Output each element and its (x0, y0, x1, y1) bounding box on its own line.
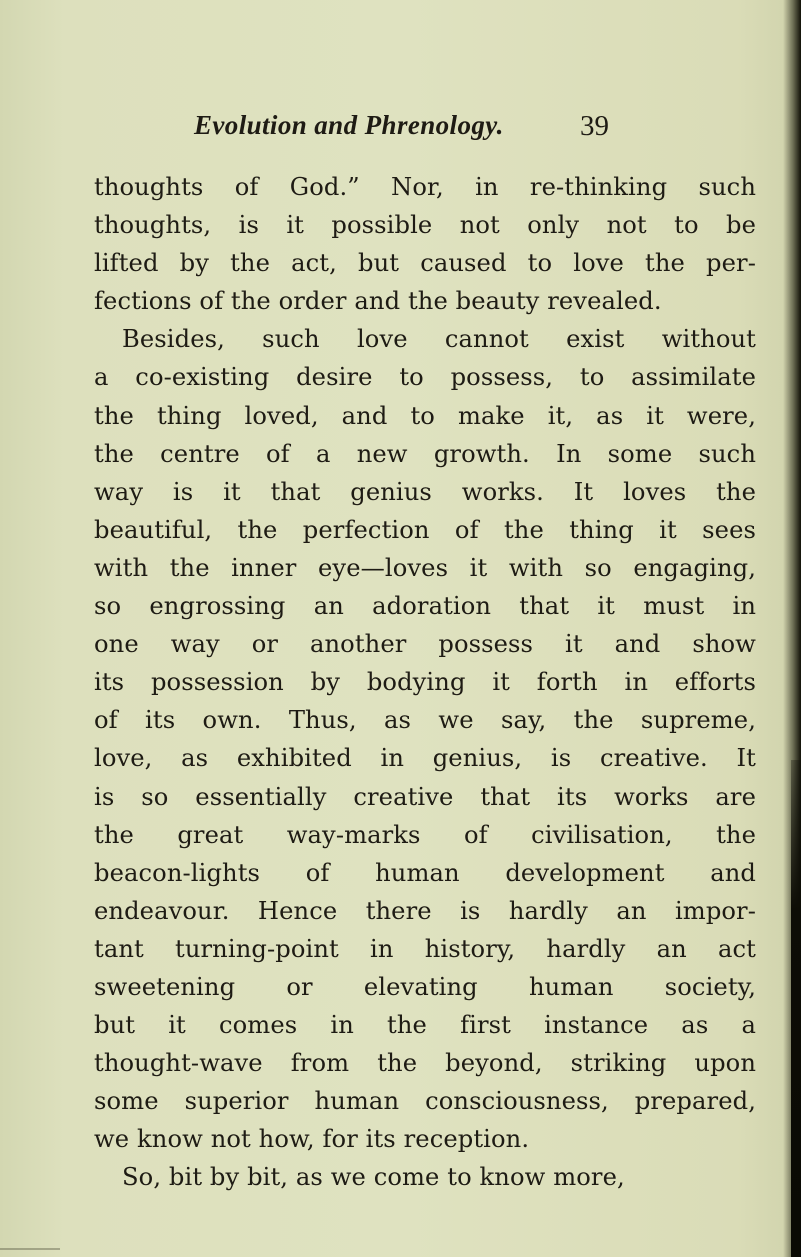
page-edge-line (0, 1248, 60, 1250)
page-number: 39 (580, 110, 609, 142)
body-text (94, 168, 756, 1197)
text-line: beacon-lights of human development and (94, 858, 756, 887)
text-line: is so essentially creative that its works are (94, 782, 756, 811)
text-line: the thing loved, and to make it, as it were, (94, 401, 756, 430)
text-line: endeavour. Hence there is hardly an impor- (94, 896, 756, 925)
text-line: Besides, such love cannot exist without (122, 325, 756, 354)
text-line: some superior human consciousness, prepared, (94, 1087, 756, 1116)
text-line: So, bit by bit, as we come to know more, (122, 1163, 625, 1192)
text-line: love, as exhibited in genius, is creative. It (94, 744, 756, 773)
text-line: we know not how, for its reception. (94, 1125, 530, 1154)
text-line: way is it that genius works. It loves the (94, 477, 756, 506)
text-line: a co-existing desire to possess, to assimilate (94, 363, 756, 392)
running-title: Evolution and Phrenology. (194, 110, 504, 140)
text-line: the great way-marks of civilisation, the (94, 820, 756, 849)
text-line: so engrossing an adoration that it must in (94, 592, 756, 621)
text-line: thoughts of God.” Nor, in re-thinking such (94, 173, 756, 201)
text-line: its possession by bodying it forth in efforts (94, 668, 756, 697)
text-line: beautiful, the perfection of the thing it sees (94, 515, 756, 544)
text-line: but it comes in the first instance as a (94, 1011, 756, 1040)
text-line: sweetening or elevating human society, (94, 972, 756, 1001)
text-line: thought-wave from the beyond, striking upon (94, 1049, 756, 1078)
text-line: the centre of a new growth. In some such (94, 439, 756, 468)
binding-edge (791, 760, 801, 1257)
text-line: thoughts, is it possible not only not to be (94, 211, 756, 240)
text-line: with the inner eye—loves it with so engaging, (94, 553, 756, 582)
text-line: lifted by the act, but caused to love the per- (94, 249, 756, 278)
text-line: of its own. Thus, as we say, the supreme, (94, 706, 756, 735)
text-line: tant turning-point in history, hardly an act (94, 934, 756, 963)
page-header (0, 110, 801, 152)
text-line: one way or another possess it and show (94, 630, 756, 659)
text-line: fections of the order and the beauty revealed. (94, 287, 662, 316)
